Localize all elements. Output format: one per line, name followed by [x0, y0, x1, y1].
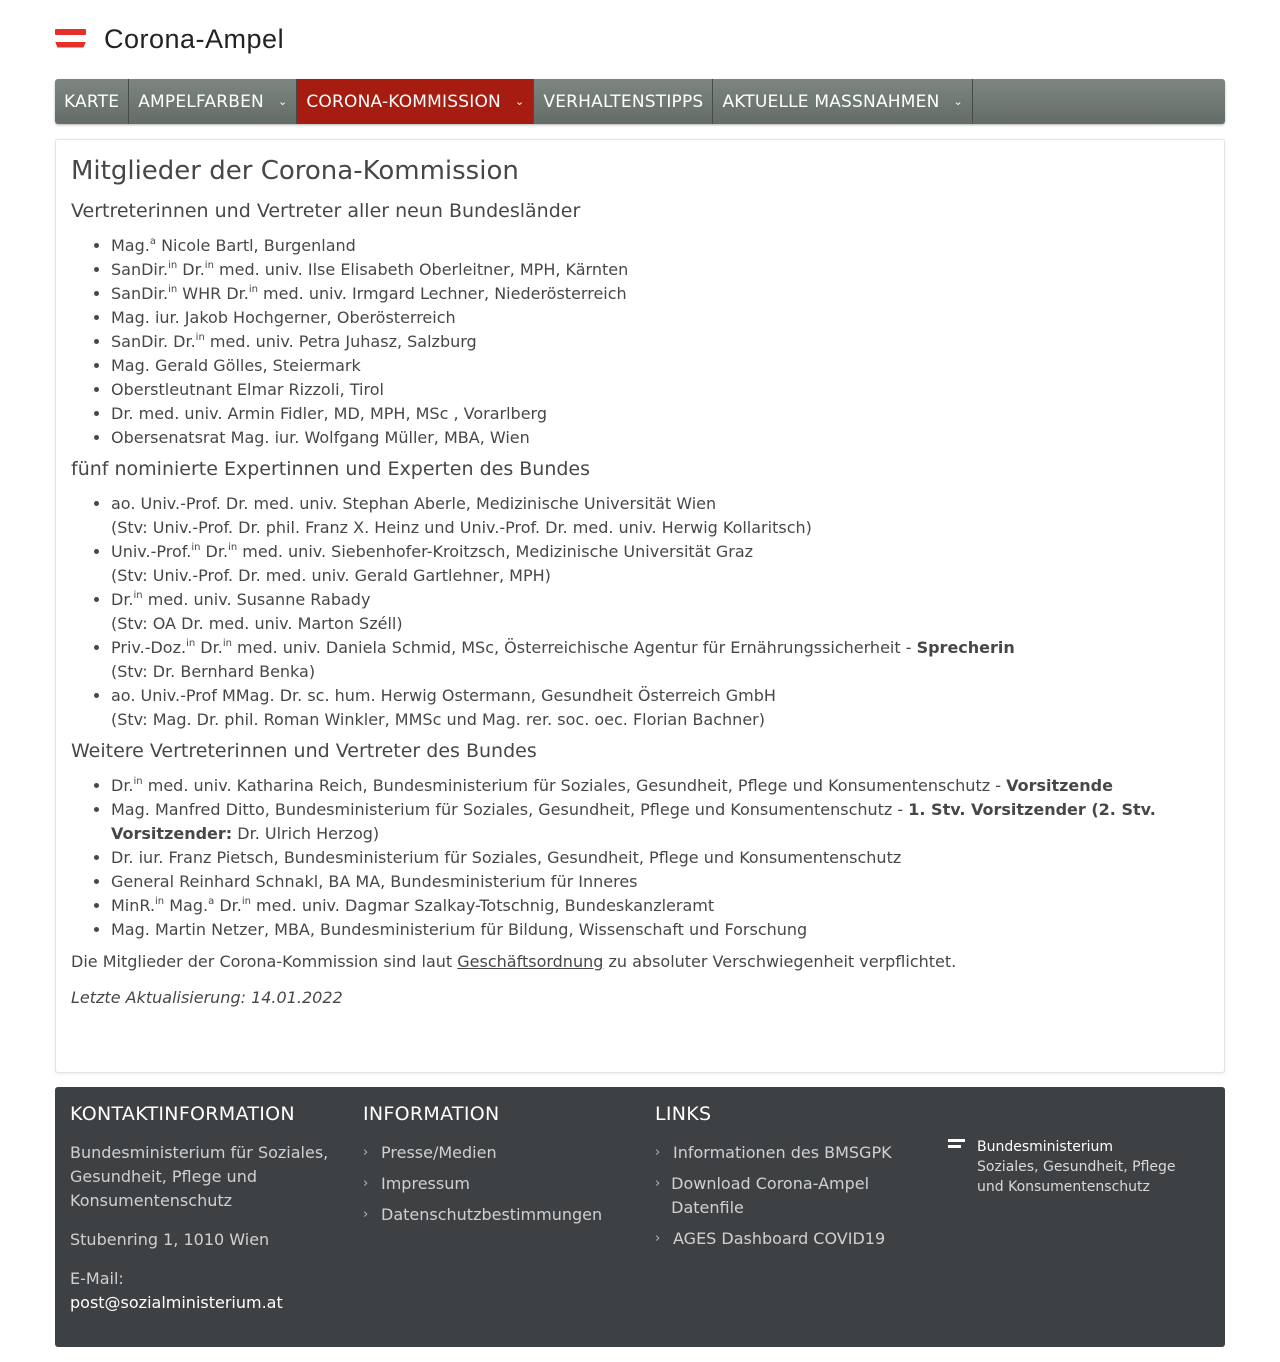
chevron-right-icon: ›: [655, 1145, 661, 1160]
site-logo-text[interactable]: Corona-Ampel: [104, 23, 285, 54]
section-heading-bundeslaender: Vertreterinnen und Vertreter aller neun Bundesländer: [71, 200, 581, 222]
list-item: • Mag. iur. Jakob Hochgerner, Oberösterreich: [111, 306, 1209, 330]
footer-info-link-0[interactable]: › Presse/Medien: [363, 1141, 633, 1165]
list-item: • Dr. med. univ. Armin Fidler, MD, MPH, MSc , Vorarlberg: [111, 402, 1209, 426]
main-content: [55, 139, 1225, 1073]
footer-info-link-2[interactable]: › Datenschutzbestimmungen: [363, 1203, 633, 1227]
section-heading-federal: Weitere Vertreterinnen und Vertreter des Bundes: [71, 740, 537, 762]
footer-information-heading: INFORMATION: [363, 1103, 500, 1125]
dropdown-caret-icon: ⌄: [277, 95, 288, 108]
page-title: Mitglieder der Corona-Kommission: [71, 156, 519, 186]
footer-info-link-1[interactable]: › Impressum: [363, 1172, 633, 1196]
list-federal: [111, 774, 1209, 942]
footer-contact-heading: KONTAKTINFORMATION: [70, 1103, 295, 1125]
footer-links-heading: LINKS: [655, 1103, 712, 1125]
list-item: • Oberstleutnant Elmar Rizzoli, Tirol: [111, 378, 1209, 402]
list-item: • Dr.$^{in}$ med. univ. Katharina Reich, Bundesministerium für Soziales, Gesundheit, Pflege und Konsumentenschutz - Vorsitzende: [111, 774, 1209, 798]
deputy-text: (Stv: Univ.-Prof. Dr. med. univ. Gerald Gartlehner, MPH): [111, 566, 551, 585]
footer-address: Stubenring 1, 1010 Wien: [70, 1230, 270, 1249]
nav-item-3[interactable]: VERHALTENSTIPPS: [534, 79, 713, 124]
footer-org: Bundesministerium für Soziales, Gesundheit, Pflege und Konsumentenschutz: [70, 1143, 329, 1210]
footer-information: [363, 1103, 633, 1234]
list-item: • MinR.$^{in}$ Mag.$^a$ Dr.$^{in}$ med. univ. Dagmar Szalkay-Totschnig, Bundeskanzleramt: [111, 894, 1209, 918]
chevron-right-icon: ›: [363, 1145, 369, 1160]
list-item: • Mag.$^a$ Nicole Bartl, Burgenland: [111, 234, 1209, 258]
footer-ext-link-2[interactable]: › AGES Dashboard COVID19: [655, 1227, 895, 1251]
footer-links: [655, 1103, 895, 1258]
dropdown-caret-icon: ⌄: [514, 95, 525, 108]
list-item: • ao. Univ.-Prof MMag. Dr. sc. hum. Herwig Ostermann, Gesundheit Österreich GmbH (Stv: Mag. Dr. phil. Roman Winkler, MMSc und Mag. rer. soc. oec. Florian Bachner): [111, 684, 1209, 732]
list-item: • SanDir.$^{in}$ Dr.$^{in}$ med. univ. Ilse Elisabeth Oberleitner, MPH, Kärnten: [111, 258, 1209, 282]
nav-item-2[interactable]: CORONA-KOMMISSION ⌄: [297, 79, 534, 124]
footer-email-link[interactable]: post@sozialministerium.at: [70, 1293, 283, 1312]
deputy-text: (Stv: Univ.-Prof. Dr. phil. Franz X. Heinz und Univ.-Prof. Dr. med. univ. Herwig Kollaritsch): [111, 518, 812, 537]
deputy-text: (Stv: Mag. Dr. phil. Roman Winkler, MMSc und Mag. rer. soc. oec. Florian Bachner): [111, 710, 765, 729]
section-heading-experts: fünf nominierte Expertinnen und Experten des Bundes: [71, 458, 591, 480]
list-item: • Dr. iur. Franz Pietsch, Bundesministerium für Soziales, Gesundheit, Pflege und Konsumentenschutz: [111, 846, 1209, 870]
footer-ext-link-1[interactable]: › Download Corona-Ampel Datenfile: [655, 1172, 895, 1220]
list-item: • SanDir.$^{in}$ WHR Dr.$^{in}$ med. univ. Irmgard Lechner, Niederösterreich: [111, 282, 1209, 306]
last-updated: Letzte Aktualisierung: 14.01.2022: [71, 988, 343, 1007]
chevron-right-icon: ›: [655, 1176, 661, 1191]
list-item: • Univ.-Prof.$^{in}$ Dr.$^{in}$ med. univ. Siebenhofer-Kroitzsch, Medizinische Universität Graz (Stv: Univ.-Prof. Dr. med. univ. Gerald Gartlehner, MPH): [111, 540, 1209, 588]
nav-item-1[interactable]: AMPELFARBEN ⌄: [129, 79, 297, 124]
chevron-right-icon: ›: [363, 1176, 369, 1191]
list-item: • Mag. Gerald Gölles, Steiermark: [111, 354, 1209, 378]
list-item: • ao. Univ.-Prof. Dr. med. univ. Stephan Aberle, Medizinische Universität Wien (Stv: Univ.-Prof. Dr. phil. Franz X. Heinz und Univ.-Prof. Dr. med. univ. Herwig Kollaritsch): [111, 492, 1209, 540]
list-item: • SanDir. Dr.$^{in}$ med. univ. Petra Juhasz, Salzburg: [111, 330, 1209, 354]
deputy-text: (Stv: OA Dr. med. univ. Marton Széll): [111, 614, 403, 633]
nav-item-4[interactable]: AKTUELLE MASSNAHMEN ⌄: [713, 79, 972, 124]
confidentiality-note: Die Mitglieder der Corona-Kommission sind laut Geschäftsordnung zu absoluter Verschwiegenheit verpflichtet.: [71, 952, 957, 971]
dropdown-caret-icon: ⌄: [953, 95, 963, 108]
chevron-right-icon: ›: [655, 1231, 661, 1246]
chevron-right-icon: ›: [363, 1207, 369, 1222]
list-item: • General Reinhard Schnakl, BA MA, Bundesministerium für Inneres: [111, 870, 1209, 894]
list-item: • Dr.$^{in}$ med. univ. Susanne Rabady (Stv: OA Dr. med. univ. Marton Széll): [111, 588, 1209, 636]
geschaeftsordnung-link[interactable]: Geschäftsordnung: [457, 952, 604, 971]
list-experts: [111, 492, 1209, 732]
ministry-flag-icon: [948, 1139, 965, 1151]
site-header: [55, 22, 284, 56]
list-item: • Obersenatsrat Mag. iur. Wolfgang Müller, MBA, Wien: [111, 426, 1209, 450]
footer-contact: [70, 1103, 340, 1330]
footer: [55, 1087, 1225, 1347]
list-bundeslaender: [111, 234, 1209, 450]
list-item: • Mag. Manfred Ditto, Bundesministerium für Soziales, Gesundheit, Pflege und Konsumentenschutz - 1. Stv. Vorsitzender (2. Stv. Vorsitzender: Dr. Ulrich Herzog): [111, 798, 1209, 846]
footer-ext-link-0[interactable]: › Informationen des BMSGPK: [655, 1141, 895, 1165]
list-item: • Priv.-Doz.$^{in}$ Dr.$^{in}$ med. univ. Daniela Schmid, MSc, Österreichische Agentur für Ernährungssicherheit - Sprecherin (Stv: Dr. Bernhard Benka): [111, 636, 1209, 684]
ministry-logo[interactable]: Bundesministerium Soziales, Gesundheit, Pflege und Konsumentenschutz: [948, 1137, 1176, 1197]
deputy-text: (Stv: Dr. Bernhard Benka): [111, 662, 316, 681]
austria-flag-icon: [55, 29, 86, 50]
footer-email-label: E-Mail:: [70, 1269, 124, 1288]
nav-item-0[interactable]: KARTE: [55, 79, 129, 124]
list-item: • Mag. Martin Netzer, MBA, Bundesministerium für Bildung, Wissenschaft und Forschung: [111, 918, 1209, 942]
main-navigation: [55, 79, 1225, 124]
